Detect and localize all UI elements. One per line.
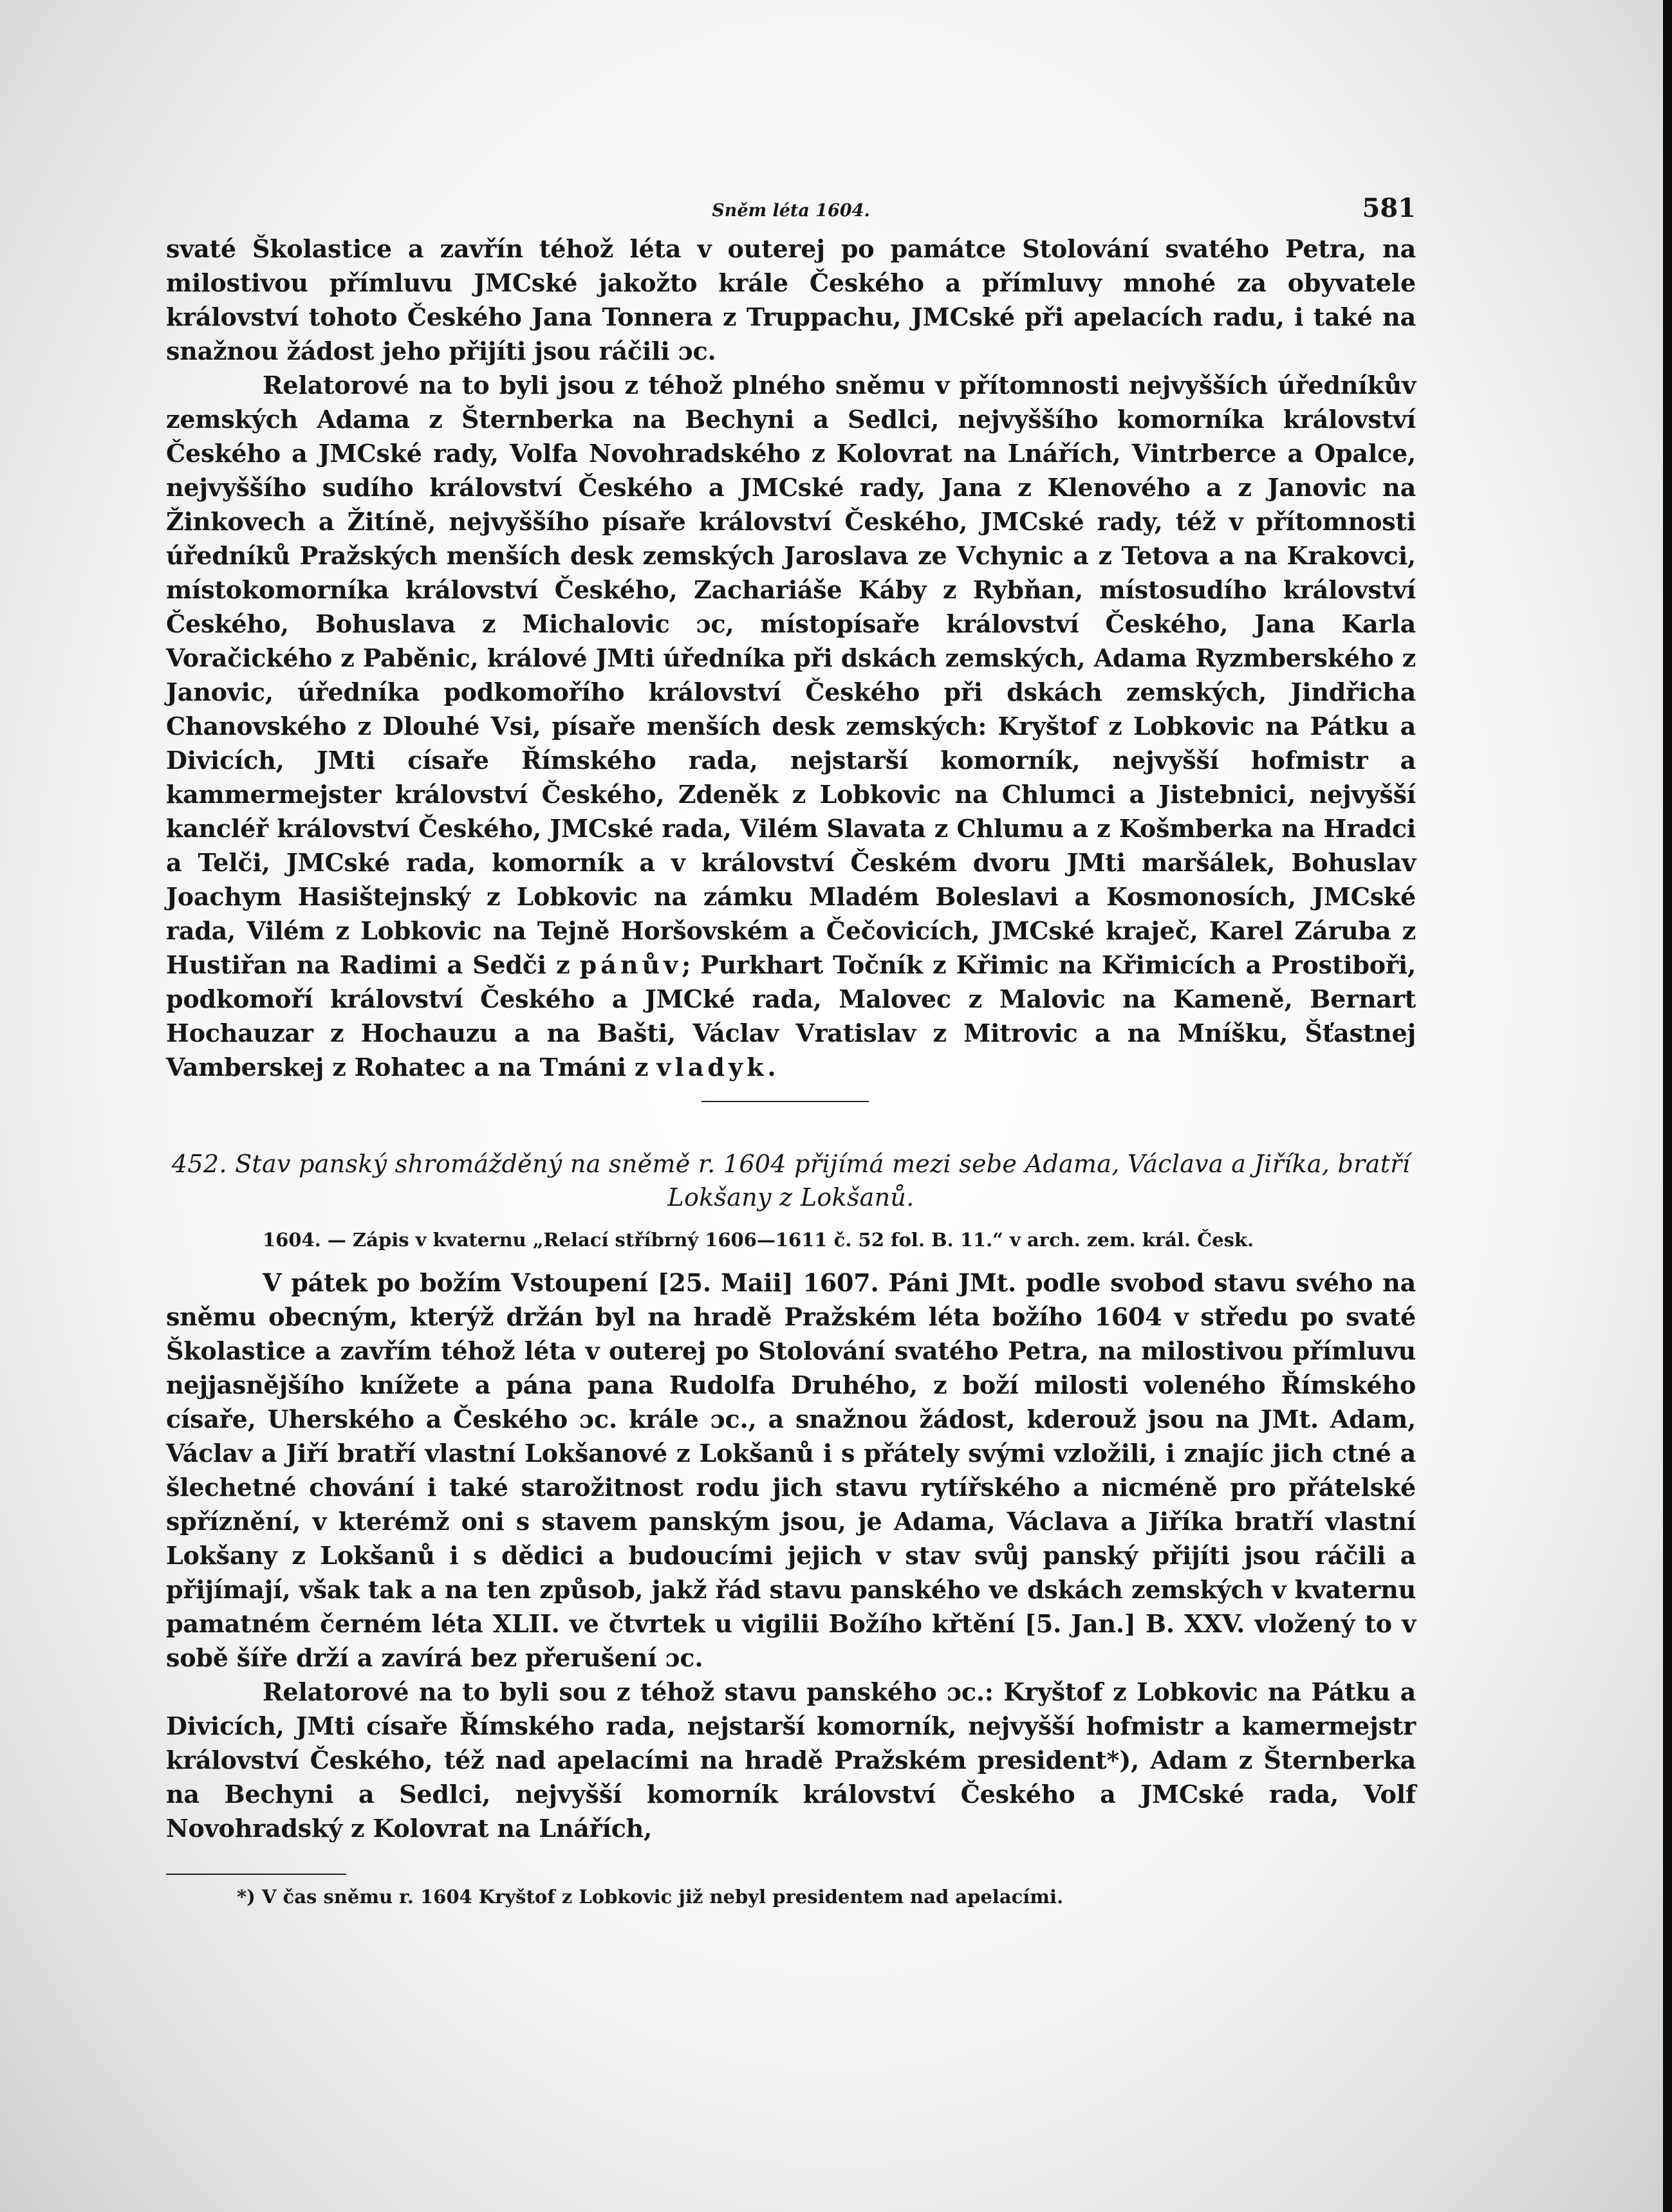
- document-number: 452.: [171, 1150, 227, 1178]
- document-heading: [166, 1147, 1416, 1214]
- paragraph-text: Relatorové na to byli jsou z téhož plného sněmu v přítomnosti nejvyšších úředníkův zemských Adama z Šternberka na Bechyni a Sedlci, nejvyššího komorníka království Českého a JMCské rady, Volfa Novohradského z Kolovrat na Lnářích, Vintrberce a Opalce, nejvyššího sudího království Českého a JMCské rady, Jana z Klenového a z Janovic na Žinkovech a Žitíně, nejvyššího písaře království Českého, JMCské rady, též v přítomnosti úředníků Pražských menších desk zemských Jaroslava ze Vchynic a z Tetova a na Krakovci, místokomorníka království Českého, Zachariáše Káby z Rybňan, místosudího království Českého, Bohuslava z Michalovic ɔc, místopísaře království Českého, Jana Karla Voračického z Paběnic, králové JMti úředníka při dskách zemských, Adama Ryzmberského z Janovic, úředníka podkomořího království Českého při dskách zemských, Jindřicha Chanovského z Dlouhé Vsi, písaře menších desk zemských: Kryštof z Lobkovic na Pátku a Divicích, JMti císaře Římského rada, nejstarší komorník, nejvyšší hofmistr a kammermejster království Českého, Zdeněk z Lobkovic na Chlumci a Jistebnici, nejvyšší kancléř království Českého, JMCské rada, Vilém Slavata z Chlumu a z Košmberka na Hradci a Telči, JMCské rada, komorník a v království Českém dvoru JMti maršálek, Bohuslav Joachym Hasištejnský z Lobkovic na zámku Mladém Boleslavi a Kosmonosích, JMCské rada, Vilém z Lobkovic na Tejně Horšovském a Čečovicích, JMCské kraječ, Karel Záruba z Hustiřan na Radimi a Sedči z: [166, 371, 1416, 979]
- section-separator: [701, 1101, 869, 1102]
- book-page: [166, 193, 1416, 1910]
- body-text-document: [166, 1266, 1416, 1845]
- paragraph-relatores-1: [166, 368, 1416, 1084]
- page-header: [166, 193, 1416, 232]
- footnote: *) V čas sněmu r. 1604 Kryštof z Lobkovic již nebyl presidentem nad apelacími.: [237, 1886, 1064, 1908]
- spaced-word: pánův: [579, 950, 682, 979]
- paragraph-text: .: [767, 1053, 776, 1082]
- running-title: Sněm léta 1604.: [712, 201, 870, 221]
- page-number: 581: [1362, 193, 1416, 223]
- paragraph-relatores-2: Relatorové na to byli sou z téhož stavu panského ɔc.: Kryštof z Lobkovic na Pátku a Divicích, JMti císaře Římského rada, nejstarší komorník, nejvyšší hofmistr a kamermejstr království Českého, též nad apelacími na hradě Pražském president*), Adam z Šternberka na Bechyni a Sedlci, nejvyšší komorník království Českého a JMCské rada, Volf Novohradský z Kolovrat na Lnářích,: [166, 1677, 1416, 1843]
- document-title: Stav panský shromážděný na sněmě r. 1604 přijímá mezi sebe Adama, Václava a Jiříka, bratří Lokšany z Lokšanů.: [235, 1150, 1411, 1212]
- body-text: [166, 232, 1416, 1084]
- spaced-word: vladyk: [656, 1053, 768, 1082]
- paragraph-text: ; Purkhart Točník z Křimic na Křimicích a Prostiboři, podkomoří království Českého a JMCké rada, Malovec z Malovic na Kameně, Bernart Hochauzar z Hochauzu a na Bašti, Václav Vratislav z Mitrovic a na Mníšku, Šťastnej Vamberskej z Rohatec a na Tmáni z: [166, 950, 1417, 1082]
- footnote-rule: [166, 1874, 346, 1875]
- scan-edge: [1663, 0, 1672, 2212]
- document-source: 1604. — Zápis v kvaternu „Relací stříbrný 1606—1611 č. 52 fol. B. 11.“ v arch. zem. král. Česk.: [263, 1229, 1254, 1251]
- paragraph-continuation: svaté Školastice a zavřín téhož léta v outerej po památce Stolování svatého Petra, na milostivou přímluvu JMCské jakožto krále Českého a přímluvy mnohé za obyvatele království tohoto Českého Jana Tonnera z Truppachu, JMCské při apelacích radu, i také na snažnou žádost jeho přijíti jsou ráčili ɔc.: [166, 234, 1416, 365]
- paragraph-record: V pátek po božím Vstoupení [25. Maii] 1607. Páni JMt. podle svobod stavu svého na sněmu obecným, kterýž držán byl na hradě Pražském léta božího 1604 v středu po svaté Školastice a zavřím téhož léta v outerej po Stolování svatého Petra, na milostivou přímluvu nejjasnějšího knížete a pána pana Rudolfa Druhého, z boží milosti voleného Římského císaře, Uherského a Českého ɔc. krále ɔc., a snažnou žádost, kderouž jsou na JMt. Adam, Václav a Jiří bratří vlastní Lokšanové z Lokšanů i s přátely svými vzložili, i znajíc jich ctné a šlechetné chování i také starožitnost rodu jich stavu rytířského a nicméně pro přátelské spříznění, v kterémž oni s stavem panským jsou, je Adama, Václava a Jiříka bratří vlastní Lokšany z Lokšanů i s dědici a budoucími jejich v stav svůj panský přijíti jsou ráčili a přijímají, však tak a na ten způsob, jakž řád stavu panského ve dskách zemských v kvaternu pamatném černém léta XLII. ve čtvrtek u vigilii Božího křtění [5. Jan.] B. XXV. vložený to v sobě šíře drží a zavírá bez přerušení ɔc.: [166, 1268, 1416, 1672]
